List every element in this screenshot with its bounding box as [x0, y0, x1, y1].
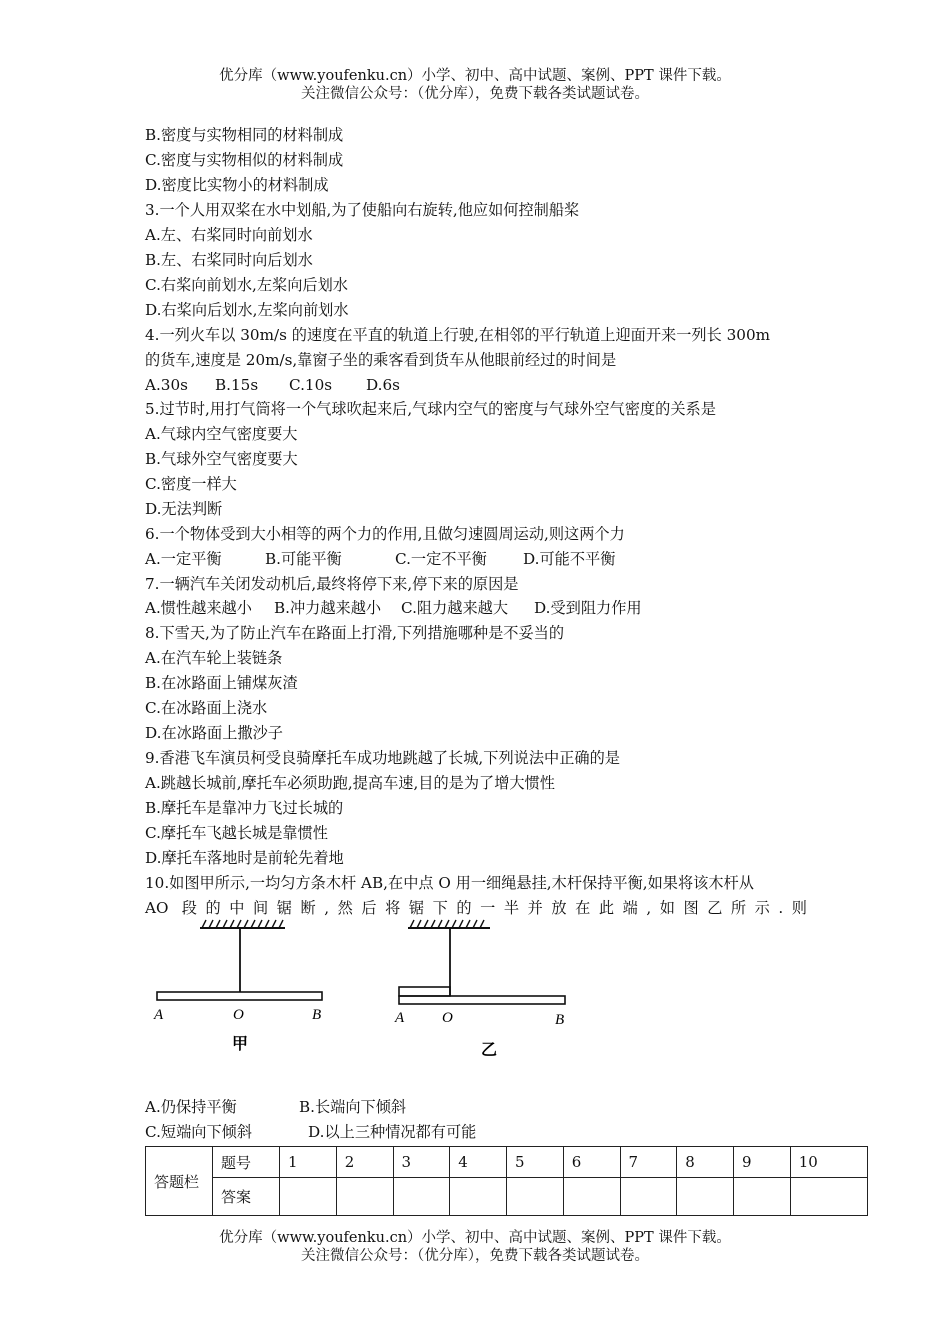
- label-o-right: O: [442, 1010, 453, 1026]
- question-number-cell: 2: [336, 1147, 393, 1178]
- q4-option-a: A.30s: [145, 376, 188, 394]
- figure-jia: [157, 920, 322, 1000]
- caption-yi: 乙: [481, 1040, 498, 1059]
- question-number-cell: 1: [280, 1147, 337, 1178]
- answer-cell[interactable]: [620, 1178, 677, 1216]
- question-number-cell: 9: [734, 1147, 791, 1178]
- answer-cell[interactable]: [336, 1178, 393, 1216]
- q10-stem-line1: 10.如图甲所示,一均匀方条木杆 AB,在中点 O 用一细绳悬挂,木杆保持平衡,如果将该木杆从: [145, 874, 754, 892]
- q5-option-a: A.气球内空气密度要大: [145, 425, 298, 443]
- q6-options: [145, 548, 615, 570]
- label-a-right: A: [395, 1010, 405, 1026]
- q7-option-a: A.惯性越来越小: [145, 599, 252, 617]
- q9-option-a: A.跳越长城前,摩托车必须助跑,提高车速,目的是为了增大惯性: [145, 774, 555, 792]
- q6-option-b: B.可能平衡: [265, 550, 342, 568]
- q5-option-c: C.密度一样大: [145, 475, 237, 493]
- q2-option-d: D.密度比实物小的材料制成: [145, 176, 329, 194]
- q10-stem-line2: AO 段的中间锯断,然后将锯下的一半并放在此端,如图乙所示.则: [145, 899, 807, 917]
- q8-stem: 8.下雪天,为了防止汽车在路面上打滑,下列措施哪种是不妥当的: [145, 624, 565, 642]
- q8-option-a: A.在汽车轮上装链条: [145, 649, 283, 667]
- page-footer-line1: 优分库（www.youfenku.cn）小学、初中、高中试题、案例、PPT 课件下载。: [219, 1230, 731, 1246]
- answer-cell[interactable]: [393, 1178, 450, 1216]
- q7-option-c: C.阻力越来越大: [401, 599, 509, 617]
- label-b-right: B: [555, 1012, 565, 1028]
- figure-yi: [399, 920, 565, 1004]
- q6-option-c: C.一定不平衡: [395, 550, 487, 568]
- q3-stem: 3.一个人用双桨在水中划船,为了使船向右旋转,他应如何控制船桨: [145, 201, 580, 219]
- q8-option-b: B.在冰路面上铺煤灰渣: [145, 674, 298, 692]
- q3-option-b: B.左、右桨同时向后划水: [145, 251, 313, 269]
- question-number-cell: 10: [790, 1147, 867, 1178]
- q9-option-c: C.摩托车飞越长城是靠惯性: [145, 824, 328, 842]
- q2-option-c: C.密度与实物相似的材料制成: [145, 151, 344, 169]
- q9-option-b: B.摩托车是靠冲力飞过长城的: [145, 799, 344, 817]
- q3-option-a: A.左、右桨同时向前划水: [145, 226, 313, 244]
- q9-option-d: D.摩托车落地时是前轮先着地: [145, 849, 344, 867]
- lever-figure: [140, 918, 590, 1063]
- label-b-left: B: [312, 1007, 322, 1023]
- answer-table-side-label: 答题栏: [146, 1147, 213, 1216]
- q4-option-c: C.10s: [289, 376, 333, 394]
- q5-option-b: B.气球外空气密度要大: [145, 450, 298, 468]
- ceiling-hatch-right: [410, 920, 484, 928]
- q6-option-d: D.可能不平衡: [523, 550, 616, 568]
- q4-option-d: D.6s: [366, 376, 400, 394]
- answer-table-answer-label: 答案: [213, 1178, 280, 1216]
- rod-ab-left: [157, 992, 322, 1000]
- q10-option-a: A.仍保持平衡: [145, 1098, 237, 1116]
- ceiling-hatch-left: [202, 920, 283, 928]
- page-header-line1: 优分库（www.youfenku.cn）小学、初中、高中试题、案例、PPT 课件下载。: [219, 68, 731, 84]
- q7-option-b: B.冲力越来越小: [274, 599, 382, 617]
- q5-option-d: D.无法判断: [145, 500, 223, 518]
- answer-table-number-label: 题号: [213, 1147, 280, 1178]
- question-number-cell: 5: [507, 1147, 564, 1178]
- q3-option-c: C.右桨向前划水,左桨向后划水: [145, 276, 348, 294]
- q8-option-d: D.在冰路面上撒沙子: [145, 724, 283, 742]
- answer-table-number-row: [146, 1147, 868, 1178]
- label-o-left: O: [233, 1007, 244, 1023]
- page-footer-line2: 关注微信公众号：（优分库），免费下载各类试题试卷。: [301, 1248, 649, 1264]
- q6-stem: 6.一个物体受到大小相等的两个力的作用,且做匀速圆周运动,则这两个力: [145, 525, 625, 543]
- q4-options: [145, 374, 400, 396]
- stacked-half-piece: [399, 987, 450, 996]
- answer-cell[interactable]: [677, 1178, 734, 1216]
- page-header-line2: 关注微信公众号：（优分库），免费下载各类试题试卷。: [301, 86, 649, 102]
- answer-cell[interactable]: [450, 1178, 507, 1216]
- question-number-cell: 4: [450, 1147, 507, 1178]
- q4-stem-line2: 的货车,速度是 20m/s,靠窗子坐的乘客看到货车从他眼前经过的时间是: [145, 351, 617, 369]
- q10-option-b: B.长端向下倾斜: [299, 1098, 407, 1116]
- q10-options-row2: [145, 1121, 476, 1143]
- q6-option-a: A.一定平衡: [145, 550, 222, 568]
- q9-stem: 9.香港飞车演员柯受良骑摩托车成功地跳越了长城,下列说法中正确的是: [145, 749, 620, 767]
- q8-option-c: C.在冰路面上浇水: [145, 699, 268, 717]
- label-a-left: A: [154, 1007, 164, 1023]
- answer-cell[interactable]: [563, 1178, 620, 1216]
- q7-option-d: D.受到阻力作用: [534, 599, 642, 617]
- q4-stem-line1: 4.一列火车以 30m/s 的速度在平直的轨道上行驶,在相邻的平行轨道上迎面开来一列长 300m: [145, 326, 771, 344]
- q10-option-c: C.短端向下倾斜: [145, 1123, 253, 1141]
- q10-options-row1: [145, 1096, 406, 1118]
- q10-option-d: D.以上三种情况都有可能: [308, 1123, 477, 1141]
- question-number-cell: 3: [393, 1147, 450, 1178]
- q7-stem: 7.一辆汽车关闭发动机后,最终将停下来,停下来的原因是: [145, 575, 519, 593]
- q7-options: [145, 597, 642, 619]
- q5-stem: 5.过节时,用打气筒将一个气球吹起来后,气球内空气的密度与气球外空气密度的关系是: [145, 400, 716, 418]
- q4-option-b: B.15s: [215, 376, 259, 394]
- question-number-cell: 7: [620, 1147, 677, 1178]
- answer-cell[interactable]: [734, 1178, 791, 1216]
- question-number-cell: 6: [563, 1147, 620, 1178]
- q3-option-d: D.右桨向后划水,左桨向前划水: [145, 301, 349, 319]
- caption-jia: 甲: [232, 1034, 249, 1053]
- answer-cell[interactable]: [507, 1178, 564, 1216]
- answer-cell[interactable]: [790, 1178, 867, 1216]
- question-number-cell: 8: [677, 1147, 734, 1178]
- answer-table: [145, 1146, 868, 1216]
- answer-cell[interactable]: [280, 1178, 337, 1216]
- rod-ab-right: [399, 996, 565, 1004]
- q2-option-b: B.密度与实物相同的材料制成: [145, 126, 344, 144]
- answer-table-answer-row: [146, 1178, 868, 1216]
